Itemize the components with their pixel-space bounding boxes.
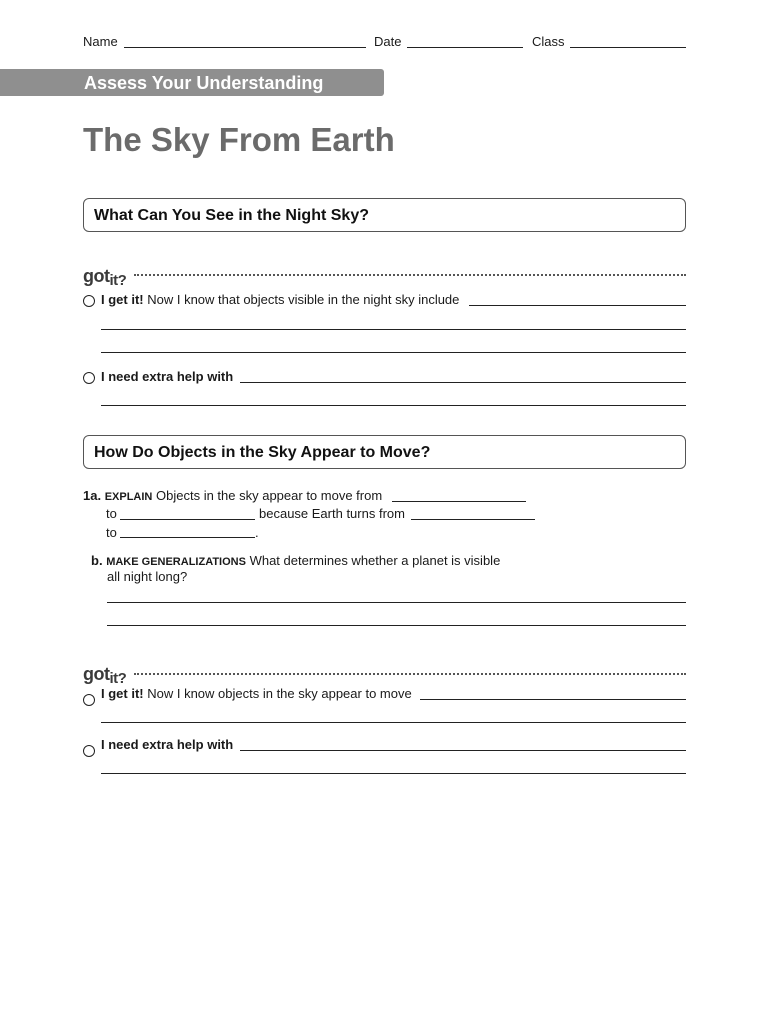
q1a-to-label: to xyxy=(106,506,117,521)
section2-help-line[interactable] xyxy=(240,750,686,751)
section1-option2-lead: I need extra help with xyxy=(101,369,234,384)
q1b-answer-line[interactable] xyxy=(107,625,686,626)
section1-help-line[interactable] xyxy=(101,405,686,406)
section2-answer-line[interactable] xyxy=(420,699,686,700)
question-1a-number: 1a. xyxy=(83,488,102,503)
section2-option2-lead: I need extra help with xyxy=(101,737,234,752)
section2-radio-get-it[interactable] xyxy=(83,694,95,706)
section1-heading: What Can You See in the Night Sky? xyxy=(94,207,369,224)
section2-option1-lead: I get it! xyxy=(101,686,144,701)
question-1b-text: What determines whether a planet is visible xyxy=(249,553,501,568)
page-title: The Sky From Earth xyxy=(83,121,395,158)
q1a-blank-from[interactable] xyxy=(392,501,526,502)
section2-gotit-logo xyxy=(83,664,126,686)
class-label: Class xyxy=(532,34,565,49)
section1-answer-line[interactable] xyxy=(101,352,686,353)
question-1b-number: b. xyxy=(91,553,103,568)
section2-radio-extra-help[interactable] xyxy=(83,745,95,757)
section2-heading: How Do Objects in the Sky Appear to Move? xyxy=(94,444,431,461)
assess-banner-text: Assess Your Understanding xyxy=(84,73,324,93)
question-1a xyxy=(83,488,382,505)
date-blank[interactable] xyxy=(407,47,523,48)
section1-radio-get-it[interactable] xyxy=(83,295,95,307)
question-1b-text-line2: all night long? xyxy=(107,569,188,584)
section2-help-line[interactable] xyxy=(101,773,686,774)
date-label: Date xyxy=(374,34,402,49)
section1-radio-extra-help[interactable] xyxy=(83,372,95,384)
name-blank[interactable] xyxy=(124,47,366,48)
question-1b-skill: MAKE GENERALIZATIONS xyxy=(106,556,246,568)
section1-option1-body: Now I know that objects visible in the night sky include xyxy=(147,292,460,307)
section2-option1-text xyxy=(101,686,412,701)
section2-answer-line[interactable] xyxy=(101,722,686,723)
question-1a-text: Objects in the sky appear to move from xyxy=(156,488,383,503)
gotit-got: got xyxy=(83,266,110,286)
gotit-it: it? xyxy=(109,670,127,687)
section1-answer-line[interactable] xyxy=(101,329,686,330)
q1a-blank-turns-from[interactable] xyxy=(411,519,535,520)
gotit-got: got xyxy=(83,664,110,684)
section2-option1-body: Now I know objects in the sky appear to move xyxy=(147,686,412,701)
q1a-blank-to[interactable] xyxy=(120,519,255,520)
section1-answer-line[interactable] xyxy=(469,305,686,306)
q1b-answer-line[interactable] xyxy=(107,602,686,603)
section1-option1-text xyxy=(101,292,459,307)
section1-option1-lead: I get it! xyxy=(101,292,144,307)
question-1a-skill: EXPLAIN xyxy=(104,491,153,503)
gotit-it: it? xyxy=(109,272,127,289)
question-1b xyxy=(91,553,500,570)
q1a-to-label-2: to xyxy=(106,525,117,540)
name-label: Name xyxy=(83,34,118,49)
q1a-blank-turns-to[interactable] xyxy=(120,537,255,538)
class-blank[interactable] xyxy=(570,47,686,48)
section1-dotted-rule xyxy=(134,274,686,276)
section2-dotted-rule xyxy=(134,673,686,675)
q1a-period: . xyxy=(255,525,259,540)
section1-help-line[interactable] xyxy=(240,382,686,383)
q1a-because-text: because Earth turns from xyxy=(259,506,405,521)
section1-gotit-logo xyxy=(83,266,126,288)
